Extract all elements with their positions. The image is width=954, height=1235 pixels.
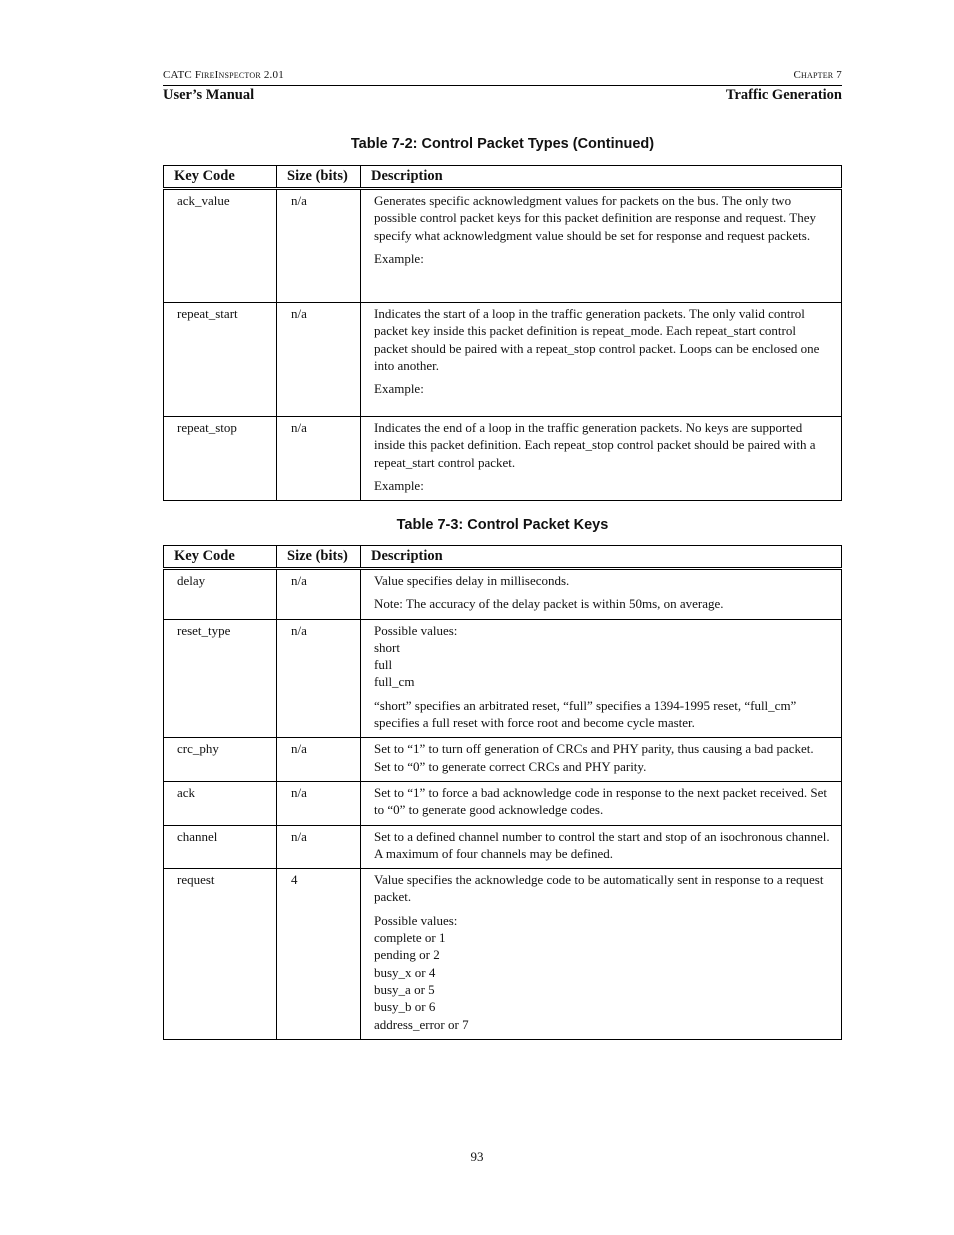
size-cell: n/a (277, 825, 361, 869)
page-number: 93 (470, 1149, 484, 1164)
product-name: CATC FireInspector 2.01 (163, 69, 284, 81)
description-paragraph: Indicates the end of a loop in the traffic generation packets. No keys are supported inside this packet definition. Each repeat_stop control packet should be paired with a repeat_start control packet. (374, 420, 816, 470)
description-paragraph: Possible values: complete or 1 pending or 2 busy_x or 4 busy_a or 5 busy_b or 6 address_error or 7 (374, 912, 469, 1032)
column-header-key-code: Key Code (164, 546, 277, 569)
size-cell: n/a (277, 619, 361, 738)
description-paragraph: Example: (374, 477, 424, 493)
column-header-key-code: Key Code (164, 166, 277, 189)
column-header-size: Size (bits) (277, 166, 361, 189)
description-paragraph: Generates specific acknowledgment values for packets on the bus. The only two possible control packet keys for this packet definition are response and request. They specify what acknowledgment value should be set for response and request packets. (374, 193, 816, 243)
table-row (164, 189, 842, 303)
column-header-description: Description (361, 166, 842, 189)
table-header-row (164, 546, 842, 569)
description-paragraph: Note: The accuracy of the delay packet is within 50ms, on average. (374, 596, 724, 612)
table-row (164, 417, 842, 501)
key-code-cell: ack (164, 781, 277, 825)
description-cell (361, 619, 842, 738)
table1-body (164, 189, 842, 501)
key-code-cell: ack_value (164, 189, 277, 303)
description-cell (361, 825, 842, 869)
size-cell: n/a (277, 738, 361, 782)
description-paragraph: Example: (374, 250, 424, 266)
key-code-cell: delay (164, 569, 277, 620)
table-row (164, 825, 842, 869)
description-cell (361, 417, 842, 501)
table1-caption: Table 7-2: Control Packet Types (Continued) (350, 136, 655, 152)
column-header-description: Description (361, 546, 842, 569)
description-paragraph: Indicates the start of a loop in the traffic generation packets. The only valid control packet key inside this packet definition is repeat_mode. Each repeat_start control packet should be paired with a repeat_stop control packet. Loops can be enclosed one into another. (374, 306, 820, 373)
section-title: Traffic Generation (725, 87, 842, 103)
table-header-row (164, 166, 842, 189)
running-header-top (163, 69, 842, 81)
description-cell (361, 189, 842, 303)
description-cell (361, 869, 842, 1040)
table-row (164, 303, 842, 417)
table-row (164, 738, 842, 782)
table2-body (164, 569, 842, 1040)
chapter-label: Chapter 7 (793, 69, 842, 81)
size-cell: n/a (277, 781, 361, 825)
key-code-cell: channel (164, 825, 277, 869)
control-packet-types-table (163, 165, 842, 501)
size-cell: n/a (277, 569, 361, 620)
key-code-cell: request (164, 869, 277, 1040)
table-row (164, 869, 842, 1040)
size-cell: 4 (277, 869, 361, 1040)
table2-caption: Table 7-3: Control Packet Keys (396, 517, 609, 533)
key-code-cell: repeat_stop (164, 417, 277, 501)
table-row (164, 569, 842, 620)
description-cell (361, 738, 842, 782)
running-header-bottom (163, 85, 842, 104)
description-cell (361, 569, 842, 620)
table-row (164, 619, 842, 738)
control-packet-keys-table (163, 545, 842, 1040)
column-header-size: Size (bits) (277, 546, 361, 569)
size-cell: n/a (277, 417, 361, 501)
description-paragraph: Possible values: short full full_cm (374, 622, 458, 690)
manual-title: User’s Manual (163, 87, 255, 103)
description-paragraph: Example: (374, 381, 424, 397)
table-row (164, 781, 842, 825)
description-paragraph: Set to a defined channel number to control the start and stop of an isochronous channel. A maximum of four channels may be defined. (374, 828, 830, 861)
description-paragraph: Set to “1” to force a bad acknowledge code in response to the next packet received. Set to “0” to generate good acknowledge codes. (374, 784, 828, 818)
description-paragraph: “short” specifies an arbitrated reset, “full” specifies a 1394-1995 reset, “full_cm” specifies a full reset with force root and become cycle master. (374, 697, 797, 731)
key-code-cell: reset_type (164, 619, 277, 738)
description-cell (361, 781, 842, 825)
description-paragraph: Value specifies delay in milliseconds. (374, 573, 570, 588)
description-cell (361, 303, 842, 417)
key-code-cell: crc_phy (164, 738, 277, 782)
description-paragraph: Value specifies the acknowledge code to be automatically sent in response to a request packet. (374, 872, 824, 905)
description-paragraph: Set to “1” to turn off generation of CRCs and PHY parity, thus causing a bad packet. Set to “0” to generate correct CRCs and PHY parity. (374, 741, 814, 774)
key-code-cell: repeat_start (164, 303, 277, 417)
size-cell: n/a (277, 303, 361, 417)
size-cell: n/a (277, 189, 361, 303)
